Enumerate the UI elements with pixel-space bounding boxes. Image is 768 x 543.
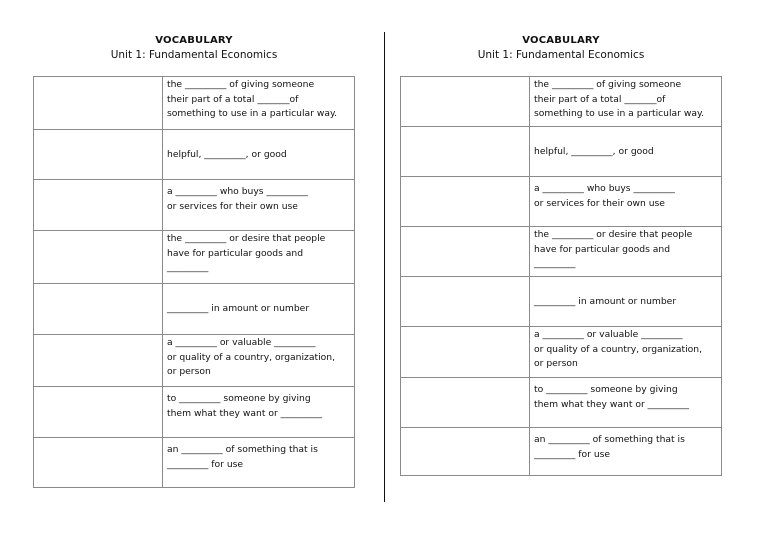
term-cell[interactable]: [401, 428, 530, 476]
definition-line: an _________ of something that is: [534, 434, 685, 445]
definition-line: their part of a total _______of: [534, 93, 666, 105]
page-divider: [384, 32, 385, 502]
worksheet-subtitle: Unit 1: Fundamental Economics: [477, 49, 645, 61]
definition-line: them what they want or _________: [167, 407, 323, 419]
definition-line: their part of a total _______of: [167, 93, 299, 105]
definition-line: or services for their own use: [534, 197, 665, 209]
definition-cell: [163, 335, 355, 387]
table-row: [34, 77, 355, 130]
term-cell[interactable]: [34, 130, 163, 180]
table-row: [34, 180, 355, 231]
definition-cell: [163, 130, 355, 180]
definition-line: have for particular goods and: [534, 243, 671, 255]
term-cell[interactable]: [34, 77, 163, 130]
definition-line: to _________ someone by giving: [534, 384, 678, 395]
worksheet-title: VOCABULARY: [155, 35, 233, 46]
definition-line: something to use in a particular way.: [534, 108, 705, 119]
definition-line: something to use in a particular way.: [167, 108, 338, 119]
term-cell[interactable]: [401, 177, 530, 227]
term-cell[interactable]: [401, 277, 530, 327]
definition-line: _________: [534, 258, 576, 269]
definition-cell: [530, 227, 722, 277]
definition-cell: [530, 127, 722, 177]
table-row: [34, 438, 355, 488]
definition-line: a _________ or valuable _________: [167, 337, 316, 348]
table-row: [34, 387, 355, 438]
term-cell[interactable]: [34, 231, 163, 284]
term-cell[interactable]: [401, 127, 530, 177]
definition-line: to _________ someone by giving: [167, 393, 311, 404]
definition-line: helpful, _________, or good: [534, 145, 654, 157]
definition-line: a _________ who buys _________: [534, 183, 675, 194]
vocabulary-table: [33, 76, 355, 488]
definition-line: or quality of a country, organization,: [167, 351, 336, 363]
definition-line: or services for their own use: [167, 200, 298, 212]
term-cell[interactable]: [34, 438, 163, 488]
definition-line: the _________ or desire that people: [167, 233, 326, 244]
definition-cell: [530, 428, 722, 476]
definition-line: them what they want or _________: [534, 398, 690, 410]
term-cell[interactable]: [34, 180, 163, 231]
definition-cell: [530, 378, 722, 428]
definition-cell: [530, 177, 722, 227]
definition-cell: [163, 387, 355, 438]
table-row: [401, 77, 722, 127]
definition-line: or person: [167, 366, 211, 377]
definition-cell: [163, 284, 355, 335]
table-row: [401, 127, 722, 177]
worksheet-title: VOCABULARY: [522, 35, 600, 46]
definition-line: _________ for use: [534, 448, 611, 460]
table-row: [401, 327, 722, 378]
table-row: [401, 227, 722, 277]
table-row: [34, 130, 355, 180]
worksheet-subtitle: Unit 1: Fundamental Economics: [110, 49, 278, 61]
vocabulary-table: [400, 76, 722, 476]
table-row: [34, 284, 355, 335]
term-cell[interactable]: [34, 335, 163, 387]
definition-cell: [163, 77, 355, 130]
definition-line: or quality of a country, organization,: [534, 343, 703, 355]
table-row: [401, 277, 722, 327]
definition-line: or person: [534, 358, 578, 369]
definition-line: an _________ of something that is: [167, 444, 318, 455]
definition-cell: [163, 438, 355, 488]
definition-line: the _________ of giving someone: [534, 79, 682, 90]
definition-cell: [163, 180, 355, 231]
table-row: [401, 378, 722, 428]
definition-cell: [163, 231, 355, 284]
table-row: [401, 428, 722, 476]
definition-cell: [530, 327, 722, 378]
table-row: [34, 231, 355, 284]
definition-line: the _________ or desire that people: [534, 229, 693, 240]
definition-line: _________ in amount or number: [167, 303, 310, 315]
table-row: [34, 335, 355, 387]
term-cell[interactable]: [401, 227, 530, 277]
definition-cell: [530, 277, 722, 327]
term-cell[interactable]: [34, 284, 163, 335]
definition-line: _________ for use: [167, 458, 244, 470]
definition-line: _________ in amount or number: [534, 295, 677, 307]
term-cell[interactable]: [401, 327, 530, 378]
definition-line: have for particular goods and: [167, 247, 304, 259]
definition-cell: [530, 77, 722, 127]
definition-line: helpful, _________, or good: [167, 148, 287, 160]
term-cell[interactable]: [401, 77, 530, 127]
definition-line: _________: [167, 262, 209, 273]
definition-line: a _________ or valuable _________: [534, 329, 683, 340]
definition-line: the _________ of giving someone: [167, 79, 315, 90]
term-cell[interactable]: [34, 387, 163, 438]
definition-line: a _________ who buys _________: [167, 186, 308, 197]
term-cell[interactable]: [401, 378, 530, 428]
table-row: [401, 177, 722, 227]
